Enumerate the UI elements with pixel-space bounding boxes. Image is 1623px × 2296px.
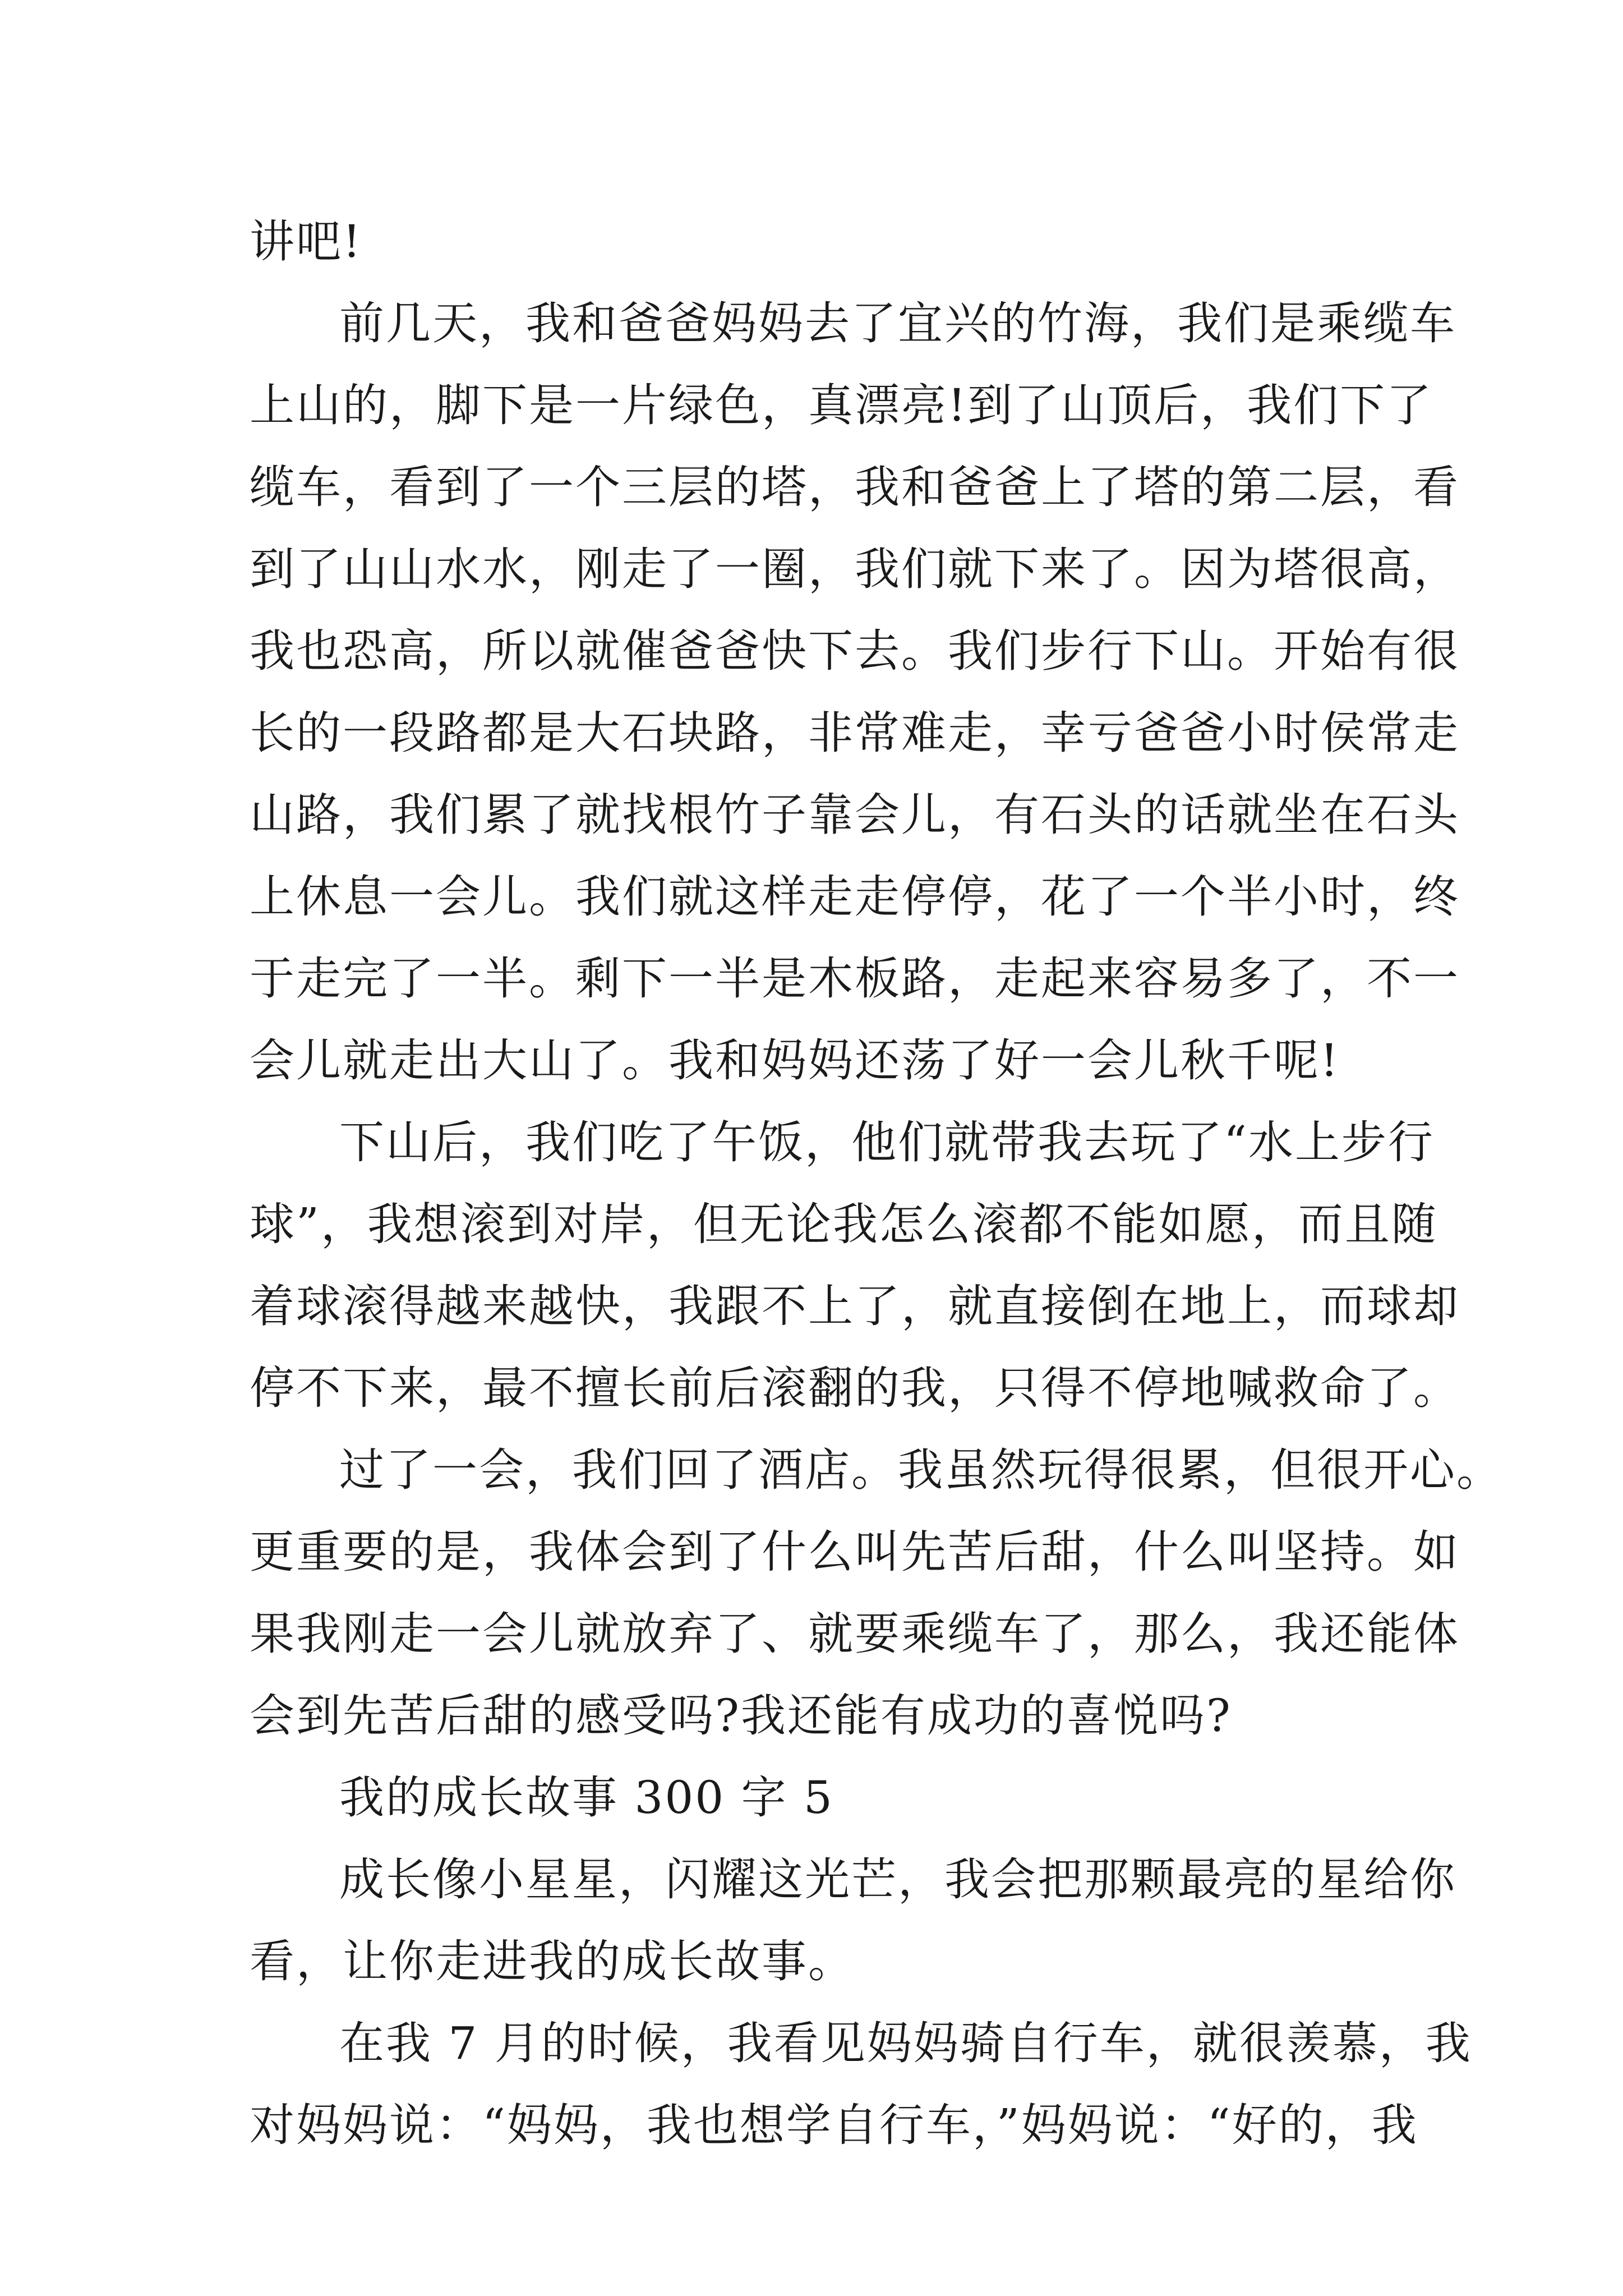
text-line: 讲吧! [250,215,363,268]
text-line: 山路，我们累了就找根竹子靠会儿，有石头的话就坐在石头 [250,789,1460,841]
text-line: 更重要的是，我体会到了什么叫先苦后甜，什么叫坚持。如 [250,1526,1460,1578]
text-line: 会到先苦后甜的感受吗?我还能有成功的喜悦吗? [250,1690,1232,1742]
text-line: 果我刚走一会儿就放弃了、就要乘缆车了，那么，我还能体 [250,1608,1460,1660]
text-line: 到了山山水水，刚走了一圈，我们就下来了。因为塔很高， [250,543,1460,595]
text-line: 过了一会，我们回了酒店。我虽然玩得很累，但很开心。 [339,1444,1503,1496]
text-line: 我也恐高，所以就催爸爸快下去。我们步行下山。开始有很 [250,625,1460,677]
text-line: 我的成长故事 300 字 5 [339,1772,834,1824]
text-line: 球”，我想滚到对岸，但无论我怎么滚都不能如愿，而且随 [250,1198,1438,1250]
document-body [250,201,1503,2166]
text-line: 成长像小星星，闪耀这光芒，我会把那颗最亮的星给你 [339,1853,1456,1906]
text-line: 对妈妈说：“妈妈，我也想学自行车，”妈妈说：“好的，我 [250,2099,1418,2151]
text-line: 停不下来，最不擅长前后滚翻的我，只得不停地喊救命了。 [250,1362,1460,1414]
text-line: 长的一段路都是大石块路，非常难走，幸亏爸爸小时侯常走 [250,707,1460,759]
text-line: 下山后，我们吃了午饭，他们就带我去玩了“水上步行 [339,1116,1435,1168]
text-line: 前几天，我和爸爸妈妈去了宜兴的竹海，我们是乘缆车 [339,297,1456,349]
text-line: 着球滚得越来越快，我跟不上了，就直接倒在地上，而球却 [250,1280,1460,1332]
text-line: 于走完了一半。剩下一半是木板路，走起来容易多了，不一 [250,953,1460,1005]
text-line: 缆车，看到了一个三层的塔，我和爸爸上了塔的第二层，看 [250,461,1460,513]
text-line: 在我 7 月的时候，我看见妈妈骑自行车，就很羡慕，我 [339,2017,1472,2069]
text-line: 上山的，脚下是一片绿色，真漂亮!到了山顶后，我们下了 [250,379,1433,431]
text-line: 会儿就走出大山了。我和妈妈还荡了好一会儿秋千呢! [250,1034,1340,1087]
text-line: 看，让你走进我的成长故事。 [250,1935,855,1987]
text-line: 上休息一会儿。我们就这样走走停停，花了一个半小时，终 [250,871,1460,923]
